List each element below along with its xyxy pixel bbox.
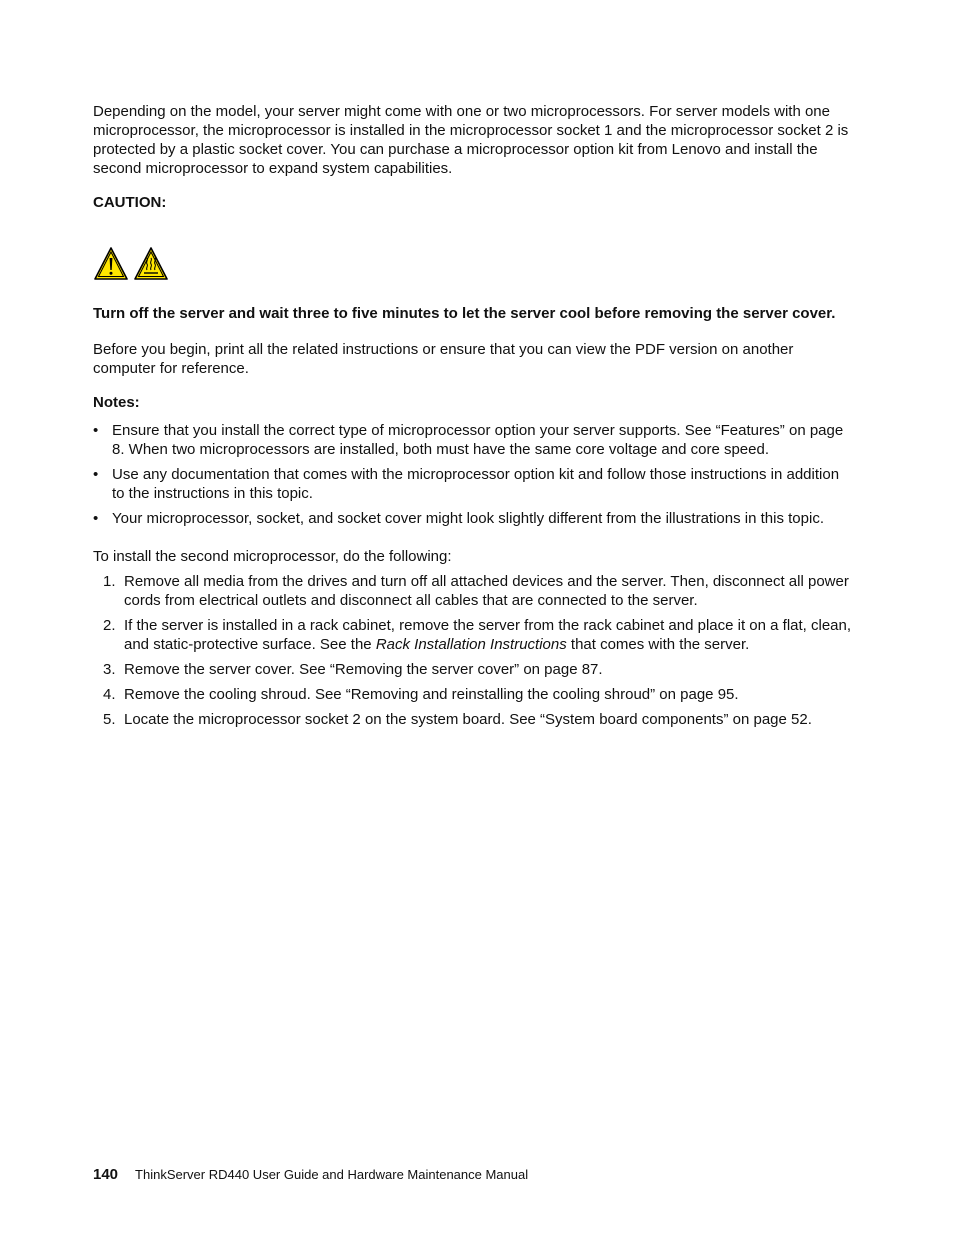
page-footer [93, 1166, 528, 1183]
step-number: 5. [103, 711, 116, 728]
warning-text: Turn off the server and wait three to five minutes to let the server cool before removing the server cover. [93, 305, 836, 322]
note-text: Ensure that you install the correct type of microprocessor option your server supports. See “Features” on page 8. When two microprocessors are installed, both must have the same core voltage and core speed. [112, 422, 844, 458]
caution-label: CAUTION: [93, 194, 167, 211]
step-text: If the server is installed in a rack cabinet, remove the server from the rack cabinet and place it on a flat, clean, and static-protective surface. See the [124, 617, 852, 653]
before-you-begin-text: Before you begin, print all the related instructions or ensure that you can view the PDF version on another computer for reference. [93, 341, 794, 377]
note-text: Your microprocessor, socket, and socket cover might look slightly different from the illustrations in this topic. [112, 510, 824, 527]
page-number: 140 [93, 1166, 119, 1183]
warning-exclamation-icon [93, 246, 129, 282]
step-number: 1. [103, 573, 116, 590]
steps-list [93, 572, 853, 729]
caution-icons [93, 246, 853, 282]
hot-surface-icon [133, 246, 169, 282]
note-item [93, 509, 853, 528]
step-text: Remove the cooling shroud. See “Removing and reinstalling the cooling shroud” on page 95. [124, 686, 739, 703]
bullet: • [93, 466, 99, 483]
notes-label: Notes: [93, 394, 140, 411]
intro-paragraph: Depending on the model, your server might come with one or two microprocessors. For server models with one microprocessor, the microprocessor is installed in the microprocessor socket 1 and the microprocessor socket 2 is protected by a plastic socket cover. You can purchase a microprocessor option kit from Lenovo and install the second microprocessor to expand system capabilities. [93, 103, 849, 177]
step-item [93, 572, 853, 610]
bullet: • [93, 422, 99, 439]
step-text: that comes with the server. [566, 636, 750, 653]
step-number: 2. [103, 617, 116, 634]
step-text: Locate the microprocessor socket 2 on the system board. See “System board components” on page 52. [124, 711, 812, 728]
notes-list [93, 421, 853, 528]
rack-instructions-title: Rack Installation Instructions [375, 636, 567, 653]
step-number: 3. [103, 661, 116, 678]
steps-intro: To install the second microprocessor, do the following: [93, 548, 452, 565]
note-item [93, 421, 853, 459]
step-item [93, 616, 853, 654]
step-item [93, 685, 853, 704]
bullet: • [93, 510, 99, 527]
step-text: Remove the server cover. See “Removing the server cover” on page 87. [124, 661, 603, 678]
step-text: Remove all media from the drives and turn off all attached devices and the server. Then, disconnect all power cords from electrical outlets and disconnect all cables that are connected to the server. [124, 573, 849, 609]
step-number: 4. [103, 686, 116, 703]
note-item [93, 465, 853, 503]
step-item [93, 710, 853, 729]
document-title: ThinkServer RD440 User Guide and Hardware Maintenance Manual [135, 1167, 529, 1182]
page-content [93, 102, 853, 735]
step-item [93, 660, 853, 679]
note-text: Use any documentation that comes with the microprocessor option kit and follow those instructions in addition to the instructions in this topic. [112, 466, 840, 502]
